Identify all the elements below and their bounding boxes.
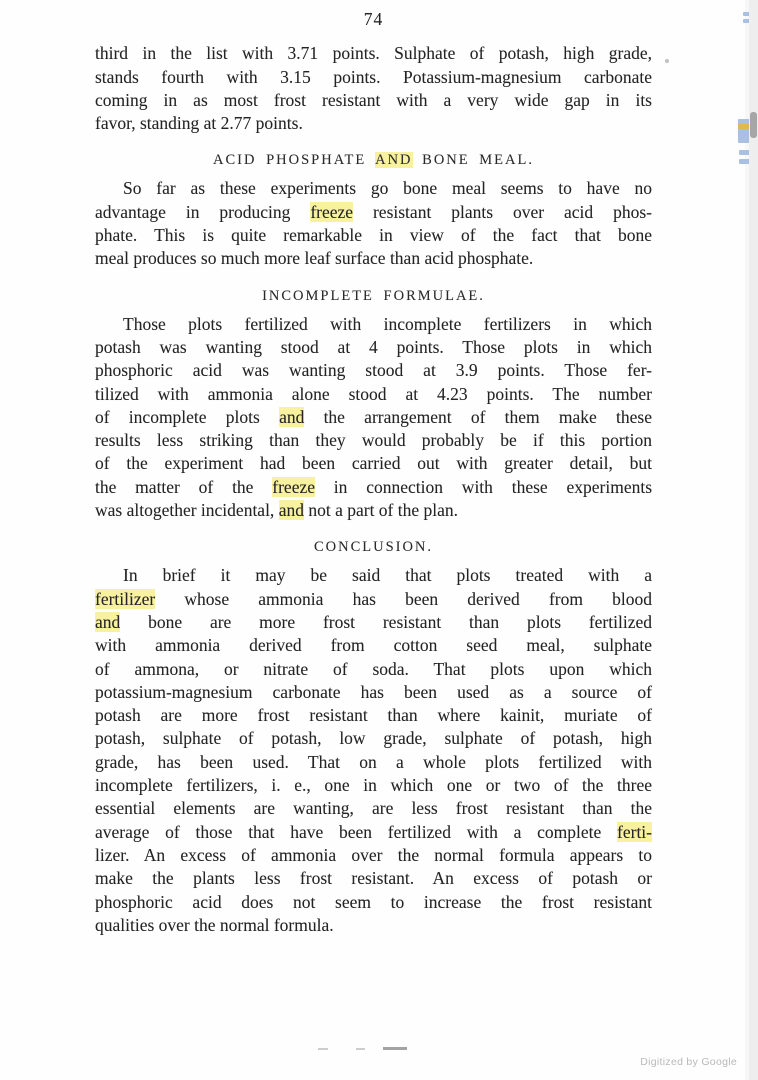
text-segment: incomplete fertilizers, i. e., one in which one or two of the three	[95, 775, 652, 796]
text-segment: grade, has been used. That on a whole plots fertilized with	[95, 751, 652, 772]
text-line	[95, 177, 652, 200]
text-line	[95, 383, 652, 406]
text-line	[95, 588, 652, 611]
text-line	[95, 564, 652, 587]
paragraph	[95, 564, 652, 937]
scan-artifact-dash	[356, 1048, 365, 1050]
text-line	[95, 313, 652, 336]
text-line	[95, 891, 652, 914]
paragraph	[95, 42, 652, 135]
search-highlight: fertilizer	[95, 588, 156, 609]
text-line	[95, 42, 652, 65]
text-line	[95, 89, 652, 112]
text-segment: potash was wanting stood at 4 points. Those plots in which	[95, 336, 652, 357]
text-segment: phosphoric acid was wanting stood at 3.9 points. Those fer-	[95, 360, 652, 381]
scrollbar-track[interactable]	[749, 0, 758, 1080]
text-segment: the matter of the	[95, 476, 273, 497]
text-segment: in connection with these experiments	[315, 476, 653, 497]
text-segment: third in the list with 3.71 points. Sulphate of potash, high grade,	[95, 43, 652, 64]
text-line	[95, 452, 652, 475]
text-segment: coming in as most frost resistant with a very wide gap in its	[95, 89, 652, 110]
text-segment: BONE MEAL.	[412, 152, 534, 169]
text-segment: was altogether incidental,	[95, 500, 279, 521]
search-highlight: and	[279, 406, 305, 427]
text-segment: of incomplete plots	[95, 406, 280, 427]
text-segment: bone are more frost resistant than plots fertilized	[120, 611, 652, 632]
text-line	[95, 429, 652, 452]
text-segment: the arrangement of them make these	[304, 406, 652, 427]
text-segment: phate. This is quite remarkable in view of the fact that bone	[95, 225, 652, 246]
text-segment: ACID PHOSPHATE	[213, 152, 376, 169]
text-segment: make the plants less frost resistant. An excess of potash or	[95, 868, 652, 889]
scan-artifact-dash	[318, 1048, 328, 1050]
text-line	[95, 681, 652, 704]
text-line	[95, 751, 652, 774]
search-highlight: freeze	[272, 476, 315, 497]
text-line	[95, 224, 652, 247]
text-segment: potash are more frost resistant than where kainit, muriate of	[95, 705, 652, 726]
text-line	[95, 499, 652, 522]
text-segment: of ammona, or nitrate of soda. That plots upon which	[95, 658, 652, 679]
text-line	[95, 112, 652, 135]
text-segment: CONCLUSION.	[313, 539, 434, 556]
text-segment: advantage in producing	[95, 201, 311, 222]
text-segment: stands fourth with 3.15 points. Potassium-magnesium carbonate	[95, 66, 652, 87]
text-line	[95, 476, 652, 499]
text-line	[95, 611, 652, 634]
text-segment: results less striking than they would probably be if this portion	[95, 430, 652, 451]
text-line	[95, 634, 652, 657]
text-line	[95, 727, 652, 750]
heading	[95, 539, 652, 556]
text-segment: of the experiment had been carried out with greater detail, but	[95, 453, 652, 474]
text-segment: INCOMPLETE FORMULAE.	[262, 287, 485, 304]
search-highlight: and	[95, 611, 121, 632]
text-segment: not a part of the plan.	[303, 500, 459, 521]
heading	[95, 288, 652, 305]
paragraph	[95, 177, 652, 270]
page-number: 74	[363, 9, 384, 29]
text-segment: whose ammonia has been derived from blood	[155, 588, 652, 609]
scrollbar-thumb[interactable]	[750, 112, 757, 138]
text-line	[95, 867, 652, 890]
text-segment: phosphoric acid does not seem to increase the frost resistant	[95, 891, 652, 912]
search-highlight: freeze	[310, 201, 354, 222]
text-line	[95, 359, 652, 382]
page-text	[95, 42, 652, 937]
page-content	[95, 8, 652, 937]
text-segment: average of those that have been fertilized with a complete	[95, 821, 618, 842]
text-segment: tilized with ammonia alone stood at 4.23 points. The number	[95, 383, 652, 404]
text-segment: essential elements are wanting, are less frost resistant than the	[95, 798, 652, 819]
text-line	[95, 201, 652, 224]
text-line	[95, 797, 652, 820]
scan-artifact-dot	[665, 59, 669, 63]
search-highlight: ferti-	[617, 821, 652, 842]
heading	[95, 152, 652, 169]
text-segment: with ammonia derived from cotton seed meal, sulphate	[95, 635, 652, 656]
text-segment: So far as these experiments go bone meal seems to have no	[123, 178, 652, 199]
text-line	[95, 247, 652, 270]
text-line	[95, 406, 652, 429]
text-segment: favor, standing at 2.77 points.	[95, 113, 303, 134]
text-line	[95, 336, 652, 359]
scan-artifact-dash	[383, 1047, 407, 1050]
search-highlight: and	[278, 500, 304, 521]
text-line	[95, 914, 652, 937]
text-segment: resistant plants over acid phos-	[353, 201, 652, 222]
text-segment: potassium-magnesium carbonate has been used as a source of	[95, 681, 652, 702]
text-segment: lizer. An excess of ammonia over the normal formula appears to	[95, 844, 652, 865]
text-segment: potash, sulphate of potash, low grade, sulphate of potash, high	[95, 728, 652, 749]
text-line	[95, 66, 652, 89]
text-segment: In brief it may be said that plots treated with a	[123, 565, 652, 586]
text-line	[95, 704, 652, 727]
text-line	[95, 774, 652, 797]
paragraph	[95, 313, 652, 523]
text-segment: qualities over the normal formula.	[95, 914, 334, 935]
text-segment: Those plots fertilized with incomplete fertilizers in which	[123, 313, 652, 334]
text-line	[95, 658, 652, 681]
search-highlight: AND	[375, 152, 413, 169]
text-segment: meal produces so much more leaf surface than acid phosphate.	[95, 248, 534, 269]
text-line	[95, 844, 652, 867]
digitized-by-google-watermark: Digitized by Google	[640, 1056, 737, 1068]
text-line	[95, 821, 652, 844]
